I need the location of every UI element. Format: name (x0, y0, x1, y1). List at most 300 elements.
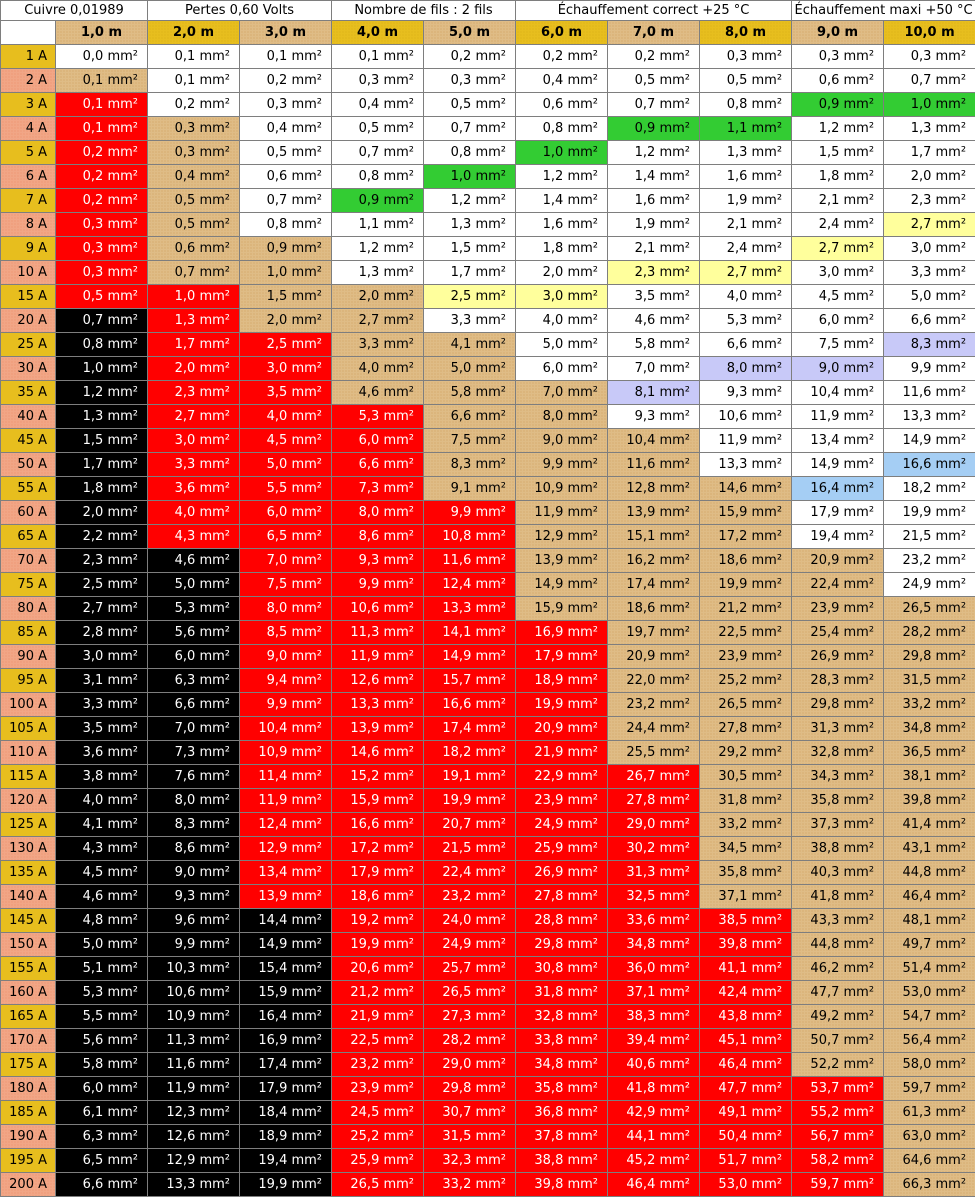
section-cell: 44,1 mm² (608, 1125, 700, 1149)
section-cell: 0,1 mm² (332, 45, 424, 69)
section-cell: 11,6 mm² (884, 381, 975, 405)
section-cell: 25,4 mm² (792, 621, 884, 645)
section-cell: 11,9 mm² (792, 405, 884, 429)
section-cell: 43,8 mm² (700, 1005, 792, 1029)
section-cell: 3,6 mm² (148, 477, 240, 501)
section-cell: 19,9 mm² (884, 501, 975, 525)
section-cell: 59,7 mm² (792, 1173, 884, 1197)
section-cell: 0,5 mm² (608, 69, 700, 93)
amp-label: 35 A (1, 381, 56, 405)
amp-label: 2 A (1, 69, 56, 93)
section-cell: 1,0 mm² (148, 285, 240, 309)
section-cell: 33,2 mm² (884, 693, 975, 717)
length-header-5m: 5,0 m (424, 21, 516, 45)
section-cell: 9,3 mm² (608, 405, 700, 429)
length-header-8m: 8,0 m (700, 21, 792, 45)
section-cell: 1,1 mm² (700, 117, 792, 141)
section-cell: 4,0 mm² (700, 285, 792, 309)
section-cell: 0,2 mm² (424, 45, 516, 69)
section-cell: 38,3 mm² (608, 1005, 700, 1029)
amp-label: 115 A (1, 765, 56, 789)
section-cell: 1,3 mm² (56, 405, 148, 429)
section-cell: 6,6 mm² (56, 1173, 148, 1197)
section-cell: 12,8 mm² (608, 477, 700, 501)
section-cell: 0,6 mm² (240, 165, 332, 189)
section-cell: 0,2 mm² (148, 93, 240, 117)
section-cell: 35,8 mm² (792, 789, 884, 813)
table-row (1, 1149, 975, 1173)
amp-label: 90 A (1, 645, 56, 669)
section-cell: 26,9 mm² (516, 861, 608, 885)
section-cell: 25,7 mm² (424, 957, 516, 981)
amp-label: 200 A (1, 1173, 56, 1197)
section-cell: 3,3 mm² (424, 309, 516, 333)
section-cell: 13,4 mm² (240, 861, 332, 885)
section-cell: 17,9 mm² (792, 501, 884, 525)
section-cell: 3,1 mm² (56, 669, 148, 693)
section-cell: 54,7 mm² (884, 1005, 975, 1029)
section-cell: 15,9 mm² (516, 597, 608, 621)
table-row (1, 429, 975, 453)
table-row (1, 621, 975, 645)
table-row (1, 1125, 975, 1149)
section-cell: 18,2 mm² (424, 741, 516, 765)
section-cell: 2,7 mm² (332, 309, 424, 333)
section-cell: 17,4 mm² (608, 573, 700, 597)
table-row (1, 717, 975, 741)
section-cell: 23,2 mm² (884, 549, 975, 573)
section-cell: 1,7 mm² (424, 261, 516, 285)
section-cell: 1,2 mm² (608, 141, 700, 165)
amp-label: 45 A (1, 429, 56, 453)
section-cell: 1,0 mm² (240, 261, 332, 285)
table-row (1, 357, 975, 381)
section-cell: 26,5 mm² (700, 693, 792, 717)
section-cell: 12,4 mm² (240, 813, 332, 837)
section-cell: 12,9 mm² (148, 1149, 240, 1173)
section-cell: 31,8 mm² (516, 981, 608, 1005)
section-cell: 14,6 mm² (700, 477, 792, 501)
section-cell: 19,7 mm² (608, 621, 700, 645)
section-cell: 1,7 mm² (884, 141, 975, 165)
section-cell: 17,4 mm² (424, 717, 516, 741)
section-cell: 0,3 mm² (56, 261, 148, 285)
section-cell: 7,3 mm² (148, 741, 240, 765)
section-cell: 66,3 mm² (884, 1173, 975, 1197)
section-cell: 2,4 mm² (700, 237, 792, 261)
section-cell: 3,5 mm² (608, 285, 700, 309)
header-echauffement-maxi: Échauffement maxi +50 °C (792, 1, 975, 21)
table-row (1, 213, 975, 237)
section-cell: 36,5 mm² (884, 741, 975, 765)
table-row (1, 933, 975, 957)
section-cell: 20,9 mm² (516, 717, 608, 741)
section-cell: 0,3 mm² (148, 117, 240, 141)
section-cell: 9,3 mm² (700, 381, 792, 405)
section-cell: 0,0 mm² (56, 45, 148, 69)
section-cell: 8,0 mm² (700, 357, 792, 381)
section-cell: 0,7 mm² (148, 261, 240, 285)
header-echauffement-correct: Échauffement correct +25 °C (516, 1, 792, 21)
section-cell: 3,5 mm² (56, 717, 148, 741)
corner-cell (1, 21, 56, 45)
section-cell: 22,0 mm² (608, 669, 700, 693)
section-cell: 0,8 mm² (516, 117, 608, 141)
section-cell: 16,4 mm² (240, 1005, 332, 1029)
section-cell: 8,3 mm² (148, 813, 240, 837)
section-cell: 0,3 mm² (56, 213, 148, 237)
section-cell: 30,8 mm² (516, 957, 608, 981)
section-cell: 23,9 mm² (332, 1077, 424, 1101)
amp-label: 55 A (1, 477, 56, 501)
amp-label: 100 A (1, 693, 56, 717)
section-cell: 53,0 mm² (884, 981, 975, 1005)
section-cell: 6,0 mm² (56, 1077, 148, 1101)
section-cell: 30,2 mm² (608, 837, 700, 861)
section-cell: 3,3 mm² (884, 261, 975, 285)
section-cell: 15,1 mm² (608, 525, 700, 549)
table-row (1, 381, 975, 405)
section-cell: 14,1 mm² (424, 621, 516, 645)
section-cell: 26,5 mm² (424, 981, 516, 1005)
table-row (1, 597, 975, 621)
table-row (1, 333, 975, 357)
section-cell: 5,5 mm² (56, 1005, 148, 1029)
section-cell: 1,5 mm² (240, 285, 332, 309)
section-cell: 56,7 mm² (792, 1125, 884, 1149)
section-cell: 15,9 mm² (240, 981, 332, 1005)
section-cell: 50,4 mm² (700, 1125, 792, 1149)
section-cell: 18,6 mm² (700, 549, 792, 573)
section-cell: 7,6 mm² (148, 765, 240, 789)
section-cell: 9,1 mm² (424, 477, 516, 501)
section-cell: 3,0 mm² (240, 357, 332, 381)
section-cell: 21,9 mm² (332, 1005, 424, 1029)
section-cell: 0,9 mm² (240, 237, 332, 261)
section-cell: 23,2 mm² (332, 1053, 424, 1077)
amp-label: 5 A (1, 141, 56, 165)
amp-label: 10 A (1, 261, 56, 285)
section-cell: 2,1 mm² (792, 189, 884, 213)
table-row (1, 309, 975, 333)
amp-label: 150 A (1, 933, 56, 957)
section-cell: 4,1 mm² (56, 813, 148, 837)
section-cell: 0,8 mm² (240, 213, 332, 237)
section-cell: 1,6 mm² (700, 165, 792, 189)
section-cell: 13,9 mm² (332, 717, 424, 741)
amp-label: 25 A (1, 333, 56, 357)
section-cell: 34,3 mm² (792, 765, 884, 789)
section-cell: 9,3 mm² (332, 549, 424, 573)
section-cell: 21,2 mm² (332, 981, 424, 1005)
table-row (1, 1053, 975, 1077)
section-cell: 39,8 mm² (700, 933, 792, 957)
section-cell: 4,0 mm² (56, 789, 148, 813)
section-cell: 26,5 mm² (332, 1173, 424, 1197)
section-cell: 14,9 mm² (884, 429, 975, 453)
table-row (1, 885, 975, 909)
section-cell: 52,2 mm² (792, 1053, 884, 1077)
section-cell: 2,5 mm² (240, 333, 332, 357)
section-cell: 0,2 mm² (56, 189, 148, 213)
section-cell: 4,0 mm² (240, 405, 332, 429)
amp-label: 4 A (1, 117, 56, 141)
table-row (1, 141, 975, 165)
amp-label: 105 A (1, 717, 56, 741)
section-cell: 8,3 mm² (424, 453, 516, 477)
section-cell: 6,0 mm² (332, 429, 424, 453)
section-cell: 9,9 mm² (148, 933, 240, 957)
amp-label: 8 A (1, 213, 56, 237)
table-row (1, 957, 975, 981)
section-cell: 59,7 mm² (884, 1077, 975, 1101)
length-header-10m: 10,0 m (884, 21, 975, 45)
section-cell: 23,9 mm² (516, 789, 608, 813)
section-cell: 47,7 mm² (700, 1077, 792, 1101)
amp-label: 20 A (1, 309, 56, 333)
header-pertes: Pertes 0,60 Volts (148, 1, 332, 21)
section-cell: 4,6 mm² (608, 309, 700, 333)
section-cell: 46,4 mm² (700, 1053, 792, 1077)
section-cell: 46,4 mm² (608, 1173, 700, 1197)
section-cell: 15,4 mm² (240, 957, 332, 981)
section-cell: 39,8 mm² (516, 1173, 608, 1197)
section-cell: 15,7 mm² (424, 669, 516, 693)
table-row (1, 1005, 975, 1029)
table-body (1, 45, 975, 1197)
section-cell: 15,9 mm² (700, 501, 792, 525)
section-cell: 19,1 mm² (424, 765, 516, 789)
length-header-7m: 7,0 m (608, 21, 700, 45)
section-cell: 16,6 mm² (884, 453, 975, 477)
header-nombre-fils: Nombre de fils : 2 fils (332, 1, 516, 21)
amp-label: 70 A (1, 549, 56, 573)
section-cell: 61,3 mm² (884, 1101, 975, 1125)
section-cell: 23,9 mm² (792, 597, 884, 621)
section-cell: 25,9 mm² (332, 1149, 424, 1173)
section-cell: 6,6 mm² (700, 333, 792, 357)
section-cell: 6,0 mm² (240, 501, 332, 525)
section-cell: 1,0 mm² (884, 93, 975, 117)
length-header-1m: 1,0 m (56, 21, 148, 45)
section-cell: 1,9 mm² (700, 189, 792, 213)
section-cell: 28,8 mm² (516, 909, 608, 933)
section-cell: 25,2 mm² (700, 669, 792, 693)
table-row (1, 261, 975, 285)
section-cell: 27,8 mm² (608, 789, 700, 813)
section-cell: 0,7 mm² (240, 189, 332, 213)
section-cell: 9,9 mm² (884, 357, 975, 381)
section-cell: 0,5 mm² (148, 189, 240, 213)
section-cell: 41,1 mm² (700, 957, 792, 981)
amp-label: 40 A (1, 405, 56, 429)
section-cell: 6,3 mm² (148, 669, 240, 693)
section-cell: 10,9 mm² (148, 1005, 240, 1029)
section-cell: 5,8 mm² (608, 333, 700, 357)
section-cell: 19,9 mm² (424, 789, 516, 813)
section-cell: 18,6 mm² (332, 885, 424, 909)
section-cell: 14,9 mm² (792, 453, 884, 477)
section-cell: 13,9 mm² (608, 501, 700, 525)
section-cell: 13,4 mm² (792, 429, 884, 453)
section-cell: 8,0 mm² (332, 501, 424, 525)
section-cell: 18,9 mm² (240, 1125, 332, 1149)
section-cell: 1,5 mm² (424, 237, 516, 261)
section-cell: 6,1 mm² (56, 1101, 148, 1125)
section-cell: 0,7 mm² (608, 93, 700, 117)
section-cell: 1,5 mm² (792, 141, 884, 165)
section-cell: 4,0 mm² (332, 357, 424, 381)
section-cell: 1,3 mm² (700, 141, 792, 165)
section-cell: 0,9 mm² (792, 93, 884, 117)
section-cell: 32,5 mm² (608, 885, 700, 909)
amp-label: 195 A (1, 1149, 56, 1173)
section-cell: 2,3 mm² (884, 189, 975, 213)
section-cell: 9,3 mm² (148, 885, 240, 909)
section-cell: 25,5 mm² (608, 741, 700, 765)
section-cell: 4,3 mm² (56, 837, 148, 861)
section-cell: 26,7 mm² (608, 765, 700, 789)
section-cell: 1,8 mm² (792, 165, 884, 189)
section-cell: 2,0 mm² (884, 165, 975, 189)
section-cell: 29,0 mm² (608, 813, 700, 837)
table-row (1, 1173, 975, 1197)
section-cell: 2,7 mm² (792, 237, 884, 261)
section-cell: 32,8 mm² (792, 741, 884, 765)
section-cell: 0,6 mm² (792, 69, 884, 93)
section-cell: 8,0 mm² (240, 597, 332, 621)
amp-label: 175 A (1, 1053, 56, 1077)
section-cell: 1,0 mm² (516, 141, 608, 165)
section-cell: 2,8 mm² (56, 621, 148, 645)
amp-label: 145 A (1, 909, 56, 933)
section-cell: 4,6 mm² (332, 381, 424, 405)
section-cell: 3,5 mm² (240, 381, 332, 405)
section-cell: 5,0 mm² (424, 357, 516, 381)
table-row (1, 765, 975, 789)
section-cell: 12,9 mm² (516, 525, 608, 549)
section-cell: 17,2 mm² (332, 837, 424, 861)
section-cell: 23,2 mm² (424, 885, 516, 909)
section-cell: 2,4 mm² (792, 213, 884, 237)
section-cell: 38,1 mm² (884, 765, 975, 789)
section-cell: 0,4 mm² (332, 93, 424, 117)
section-cell: 10,6 mm² (700, 405, 792, 429)
section-cell: 2,3 mm² (148, 381, 240, 405)
section-cell: 0,1 mm² (56, 93, 148, 117)
section-cell: 38,8 mm² (792, 837, 884, 861)
section-cell: 7,0 mm² (148, 717, 240, 741)
section-cell: 1,3 mm² (332, 261, 424, 285)
section-cell: 27,3 mm² (424, 1005, 516, 1029)
section-cell: 9,9 mm² (240, 693, 332, 717)
section-cell: 13,3 mm² (332, 693, 424, 717)
section-cell: 13,3 mm² (424, 597, 516, 621)
section-cell: 24,5 mm² (332, 1101, 424, 1125)
amp-label: 120 A (1, 789, 56, 813)
section-cell: 44,8 mm² (792, 933, 884, 957)
section-cell: 0,8 mm² (700, 93, 792, 117)
section-cell: 22,5 mm² (332, 1029, 424, 1053)
section-cell: 56,4 mm² (884, 1029, 975, 1053)
section-cell: 36,8 mm² (516, 1101, 608, 1125)
section-cell: 58,2 mm² (792, 1149, 884, 1173)
section-cell: 6,6 mm² (332, 453, 424, 477)
section-cell: 10,6 mm² (332, 597, 424, 621)
section-cell: 2,3 mm² (56, 549, 148, 573)
section-cell: 6,5 mm² (56, 1149, 148, 1173)
section-cell: 15,9 mm² (332, 789, 424, 813)
section-cell: 10,4 mm² (792, 381, 884, 405)
section-cell: 9,0 mm² (240, 645, 332, 669)
section-cell: 37,8 mm² (516, 1125, 608, 1149)
section-cell: 2,7 mm² (700, 261, 792, 285)
section-cell: 30,7 mm² (424, 1101, 516, 1125)
section-cell: 24,9 mm² (424, 933, 516, 957)
table-row (1, 477, 975, 501)
section-cell: 0,5 mm² (56, 285, 148, 309)
section-cell: 35,8 mm² (516, 1077, 608, 1101)
section-cell: 31,3 mm² (792, 717, 884, 741)
section-cell: 16,6 mm² (424, 693, 516, 717)
section-cell: 50,7 mm² (792, 1029, 884, 1053)
table-row (1, 117, 975, 141)
section-cell: 41,8 mm² (608, 1077, 700, 1101)
section-cell: 33,2 mm² (700, 813, 792, 837)
section-cell: 1,3 mm² (884, 117, 975, 141)
amp-label: 75 A (1, 573, 56, 597)
section-cell: 13,3 mm² (700, 453, 792, 477)
section-cell: 1,2 mm² (424, 189, 516, 213)
section-cell: 3,0 mm² (792, 261, 884, 285)
section-cell: 40,3 mm² (792, 861, 884, 885)
amp-label: 190 A (1, 1125, 56, 1149)
table-row (1, 909, 975, 933)
section-cell: 29,8 mm² (424, 1077, 516, 1101)
section-cell: 47,7 mm² (792, 981, 884, 1005)
table-row (1, 237, 975, 261)
section-cell: 5,5 mm² (240, 477, 332, 501)
section-cell: 3,0 mm² (56, 645, 148, 669)
section-cell: 3,3 mm² (332, 333, 424, 357)
section-cell: 0,6 mm² (516, 93, 608, 117)
section-cell: 3,0 mm² (516, 285, 608, 309)
section-cell: 19,4 mm² (240, 1149, 332, 1173)
table-row (1, 1101, 975, 1125)
section-cell: 0,1 mm² (56, 117, 148, 141)
section-cell: 21,5 mm² (884, 525, 975, 549)
section-cell: 34,5 mm² (700, 837, 792, 861)
section-cell: 0,3 mm² (148, 141, 240, 165)
section-cell: 14,9 mm² (516, 573, 608, 597)
section-cell: 0,1 mm² (148, 45, 240, 69)
table-row (1, 645, 975, 669)
section-cell: 3,6 mm² (56, 741, 148, 765)
section-cell: 11,9 mm² (332, 645, 424, 669)
table-row (1, 501, 975, 525)
section-cell: 5,6 mm² (148, 621, 240, 645)
section-cell: 11,9 mm² (700, 429, 792, 453)
section-cell: 0,5 mm² (240, 141, 332, 165)
section-cell: 8,0 mm² (516, 405, 608, 429)
section-cell: 11,9 mm² (148, 1077, 240, 1101)
table-row (1, 789, 975, 813)
section-cell: 6,3 mm² (56, 1125, 148, 1149)
section-cell: 0,5 mm² (424, 93, 516, 117)
section-cell: 1,2 mm² (792, 117, 884, 141)
table-row (1, 69, 975, 93)
section-cell: 19,9 mm² (332, 933, 424, 957)
